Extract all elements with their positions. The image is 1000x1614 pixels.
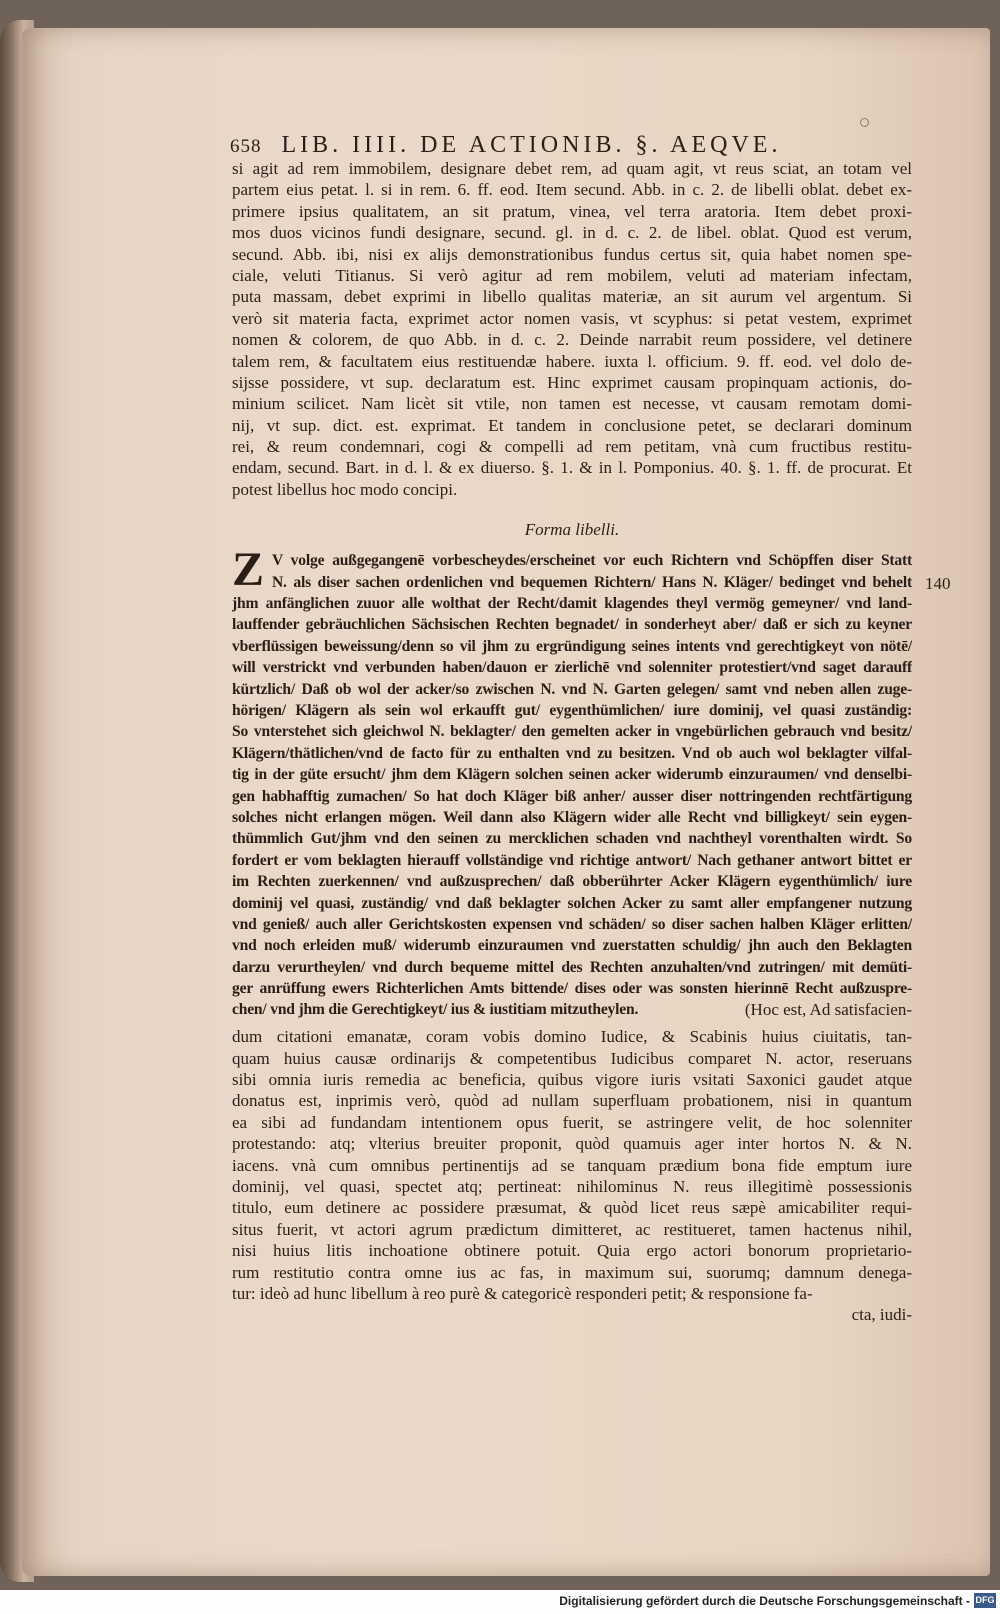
latin1-line: talem rem, & facultatem eius restituendæ habere. iuxta l. officium. 9. ff. eod. vel dolo de- [232,351,912,371]
latin1-line: nij, vt sup. dict. est. exprimat. Et tandem in conclusione petet, se declarari dominum [232,415,912,435]
german-line: solches nicht erlangen mögen. Weil dann also Klägern wider alle Recht vnd billigkeyt/ sein eygen- [232,808,912,826]
initial-letter: Z [232,543,265,597]
latin2-line: situs fuerit, vt actori agrum prædictum dimitteret, ac restitueret, tamen hactenus nihil, [232,1219,912,1239]
latin-translation-start: (Hoc est, Ad satisfacien- [744,1000,912,1020]
german-line: tig in der güte ersucht/ jhm dem Klägern solchen seinen acker widerumb einzuraumen/ vnd denselbi- [232,766,912,784]
german-line: thümmlich Gut/jhm vnd den seinen zu mercklichen schaden vnd nachtheyl vorenthalten wirdt. So [232,830,912,848]
german-line: dominij vel quasi, zuständig/ vnd daß beklagter solchen Acker zu samt aller empfangener nutzung [232,894,912,912]
latin2-line: iacens. vnà cum omnibus pertinentijs ad se tanquam prædium bona fide emptum iure [232,1155,912,1175]
latin2-line: protestando: atq; vlterius breuiter proponit, quòd quamuis ager inter hortos N. & N. [232,1134,912,1154]
german-line: darzu verurtheylen/ vnd durch bequeme mittel des Rechten anzuhalten/vnd zutringen/ mit demüti- [232,958,912,976]
latin1-line: endam, secund. Bart. in d. l. & ex diuerso. §. 1. & in l. Pomponius. 40. §. 1. ff. de procurat. Et [232,458,912,478]
latin-paragraph-2 [232,1026,912,1304]
latin1-line: puta massam, debet exprimi in libello qualitas materiæ, an sit aurum vel argentum. Si [232,287,912,307]
latin1-line: verò sit materia facta, exprimet actor nomen vasis, vt scyphus: si petat vestem, exprimet [232,308,912,328]
german-line: lauffender gebräuchlichen Sächsischen Rechten begnadet/ in sonderheyt aber/ daß er sich zu keyner [232,616,912,634]
german-paragraph [232,543,912,1026]
page-header [230,132,840,159]
latin2-line: donatus est, inprimis verò, quòd ad nullam superfluam probationem, nisi in quantum [232,1091,912,1111]
german-line: kürtzlich/ Daß ob wol der acker/so zwischen N. vnd N. Garten gelegen/ samt vnd neben allen zuge- [232,680,912,698]
latin1-line: sijsse possidere, vt sup. declaratum est. Hinc exprimet causam propinquam actionis, do- [232,372,912,392]
german-line: chen/ vnd jhm die Gerechtigkeyt/ ius & iustitiam mitzutheylen. [232,1001,639,1019]
latin1-line: rei, & reum condemnari, cogi & compelli ad rem petitam, vnà cum fructibus restitu- [232,437,912,457]
german-line: im Rechten zuerkennen/ vnd außzusprechen/ daß obberührter Acker Klägern eygenthümlich/ iure [232,873,912,891]
german-line: vnd noch erleiden muß/ widerumb einzuraumen vnd zuerstatten schuldig/ jhn auch den Beklagten [232,937,912,955]
latin2-line: sibi omnia iuris remedia ac beneficia, quibus vigore iuris vsitati Saxonici gaudet atque [232,1070,912,1090]
catchword: cta, iudi- [851,1305,912,1325]
page-number: 658 [230,136,262,157]
german-line: V volge außgegangenē vorbescheydes/erscheinet vor euch Richtern vnd Schöpffen diser Statt [272,552,912,570]
latin1-line: potest libellus hoc modo concipi. [232,479,458,499]
latin1-line: primere ipsius qualitatem, an sit pratum, vinea, vel terra aratoria. Item debet proxi- [232,201,912,221]
running-head: LIB. IIII. DE ACTIONIB. §. AEQVE. [281,132,782,158]
latin1-line: mos duos vicinos fundi designare, secund. gl. in d. c. 2. de libel. oblat. Quod est verum, [232,223,912,243]
german-line: jhm anfänglichen zuuor alle wolthat der Recht/damit klagendes theyl vermög gemeyner/ vnd land- [232,595,912,613]
latin1-line: si agit ad rem immobilem, designare debet rem, ad quam agit, vt reus sciat, an totam vel [232,159,912,178]
margin-number: 140 [925,574,951,593]
latin1-line: ciale, veluti Titianus. Si verò agitur ad rem mobilem, veluti ad materiam infectam, [232,265,912,285]
latin-paragraph-1 [232,158,912,500]
german-line: vnd genieß/ auch aller Gerichtskosten expensen vnd schäden/ so diser sachen halben Kläger erlitten/ [232,915,912,933]
form-title: Forma libelli. [524,520,620,540]
latin2-line: ea sibi ad fundandam intentionem opus fuerit, se astringere velit, de hoc solenniter [232,1112,912,1132]
german-line: N. als diser sachen ordenlichen vnd bequemen Richtern/ Hans N. Kläger/ bedinget vnd behelt [272,573,912,591]
latin2-line: rum restitutio contra omne ius ac fas, in maximum sui, suorumq; damnum denega- [232,1262,912,1282]
dfg-logo: DFG [974,1593,996,1608]
german-line: fordert er vom beklagten hierauff vollständige vnd richtige antwort/ Nach gethaner antwort bittet er [232,851,912,869]
body-text [232,158,912,1326]
german-line: hörigen/ Klägern als sein wol erkaufft gut/ eygenthümlichen/ iure dominij, vel quasi zuständig: [232,701,912,719]
german-line: will verstrickt vnd verbunden haben/dauon er zierlichē vnd solenniter protestiert/vnd saget darauff [232,659,912,677]
latin2-line: titulo, eum detinere ac possidere præsumat, & quòd licet reus sæpè amicabiliter requi- [232,1198,912,1218]
latin1-line: secund. Abb. ibi, nisi ex alijs demonstrationibus fundus certus sit, quia habet nomen spe- [232,244,912,264]
latin2-line: nisi huius litis inchoatione obtinere potuit. Quia ergo actori bonorum proprietario- [232,1241,912,1261]
latin2-line: tur: ideò ad hunc libellum à reo purè & categoricè responderi petit; & responsione fa- [232,1283,813,1303]
german-line: vberflüssigen beweissung/denn so vil jhm zu ergründigung seines intents vnd gerechtigkeyt von nötē/ [232,637,912,655]
german-line: gen habhafftig zumachen/ So hat doch Kläger biß anher/ ausser diser nottringenden rechtfärtigung [232,787,912,805]
latin1-line: minium scilicet. Nam licèt sit vtile, non tamen est necesse, vt causam remotam domi- [232,394,912,414]
margin-mark [860,118,869,127]
latin1-line: nomen & colorem, de quo Abb. in d. c. 2. Deinde narrabit reum possidere, vel detinere [232,330,912,350]
german-line: So vnterstehet sich gleichwol N. beklagter/ den gemelten acker in vngebürlichen gebrauch vnd besitz/ [232,723,912,741]
footer-credit: Digitalisierung gefördert durch die Deutsche Forschungsgemeinschaft - [559,1594,970,1608]
latin2-line: dum citationi emanatæ, coram vobis domino Iudice, & Scabinis huius ciuitatis, tan- [232,1027,912,1047]
german-line: Klägern/thätlichen/vnd de facto für zu enthalten vnd zu besitzen. Vnd ob auch wol beklagter vilfal- [232,744,912,762]
german-line: ger anrüffung ewers Richterlichen Amts bittende/ dises oder was sonsten hierinnē Recht außzuspre- [232,980,912,998]
latin2-line: quam huius causæ ordinarijs & competentibus Iudicibus comparet N. actor, reseruans [232,1048,912,1068]
footer-bar [0,1590,1000,1614]
latin2-line: dominij, vel quasi, spectet atq; pertineat: nihilominus N. reus illegitimè possessionis [232,1176,912,1196]
latin1-line: partem eius petat. l. si in rem. 6. ff. eod. Item secund. Abb. in c. 2. de libelli oblat. debet ex- [232,180,912,200]
